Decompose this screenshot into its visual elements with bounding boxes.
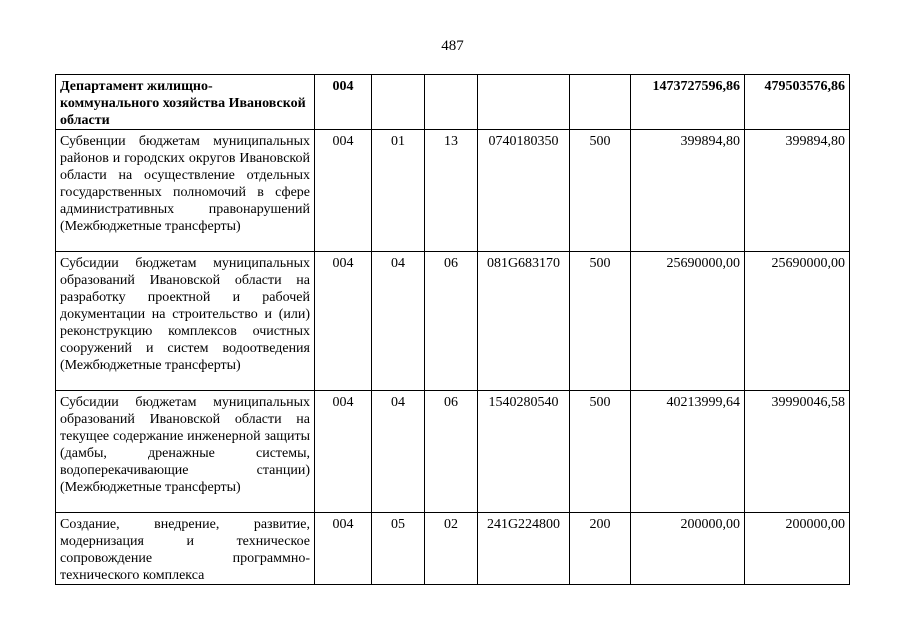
row-admin-code: 004 bbox=[315, 75, 372, 130]
row-type: 500 bbox=[570, 391, 631, 513]
row-sum-1: 25690000,00 bbox=[631, 252, 745, 391]
row-section: 05 bbox=[372, 513, 425, 585]
row-target: 0740180350 bbox=[478, 130, 570, 252]
row-target: 1540280540 bbox=[478, 391, 570, 513]
row-admin-code: 004 bbox=[315, 513, 372, 585]
row-name: Субсидии бюджетам муниципальных образований Ивановской области на разработку проектной и рабочей документации на строительство и (или) реконструкцию комплексов очистных сооружений и систем водоотведения (Межбюджетные трансферты) bbox=[56, 252, 315, 391]
row-target: 081G683170 bbox=[478, 252, 570, 391]
row-sum-2: 399894,80 bbox=[745, 130, 850, 252]
row-sum-1: 40213999,64 bbox=[631, 391, 745, 513]
row-subsection: 02 bbox=[425, 513, 478, 585]
table-row bbox=[56, 513, 850, 585]
row-sum-2: 25690000,00 bbox=[745, 252, 850, 391]
row-section: 04 bbox=[372, 391, 425, 513]
row-admin-code: 004 bbox=[315, 391, 372, 513]
row-sum-2: 200000,00 bbox=[745, 513, 850, 585]
table-row bbox=[56, 75, 850, 130]
table-row bbox=[56, 391, 850, 513]
row-subsection: 13 bbox=[425, 130, 478, 252]
row-target bbox=[478, 75, 570, 130]
row-type: 500 bbox=[570, 252, 631, 391]
row-type bbox=[570, 75, 631, 130]
row-admin-code: 004 bbox=[315, 252, 372, 391]
row-name: Субсидии бюджетам муниципальных образований Ивановской области на текущее содержание инженерной защиты (дамбы, дренажные системы, водоперекачивающие станции) (Межбюджетные трансферты) bbox=[56, 391, 315, 513]
row-sum-1: 200000,00 bbox=[631, 513, 745, 585]
row-type: 500 bbox=[570, 130, 631, 252]
row-section: 04 bbox=[372, 252, 425, 391]
row-section bbox=[372, 75, 425, 130]
row-name: Субвенции бюджетам муниципальных районов и городских округов Ивановской области на осуществление отдельных государственных полномочий в сфере административных правонарушений (Межбюджетные трансферты) bbox=[56, 130, 315, 252]
row-sum-1: 399894,80 bbox=[631, 130, 745, 252]
row-sum-1: 1473727596,86 bbox=[631, 75, 745, 130]
row-sum-2: 479503576,86 bbox=[745, 75, 850, 130]
row-name: Департамент жилищно-коммунального хозяйства Ивановской области bbox=[56, 75, 315, 130]
row-subsection: 06 bbox=[425, 391, 478, 513]
row-subsection: 06 bbox=[425, 252, 478, 391]
row-subsection bbox=[425, 75, 478, 130]
page-number: 487 bbox=[441, 38, 464, 54]
budget-table bbox=[55, 74, 850, 585]
row-type: 200 bbox=[570, 513, 631, 585]
table-row bbox=[56, 130, 850, 252]
row-name: Создание, внедрение, развитие, модернизация и техническое сопровождение программно-технического комплекса bbox=[56, 513, 315, 585]
row-sum-2: 39990046,58 bbox=[745, 391, 850, 513]
row-section: 01 bbox=[372, 130, 425, 252]
table-row bbox=[56, 252, 850, 391]
row-target: 241G224800 bbox=[478, 513, 570, 585]
row-admin-code: 004 bbox=[315, 130, 372, 252]
